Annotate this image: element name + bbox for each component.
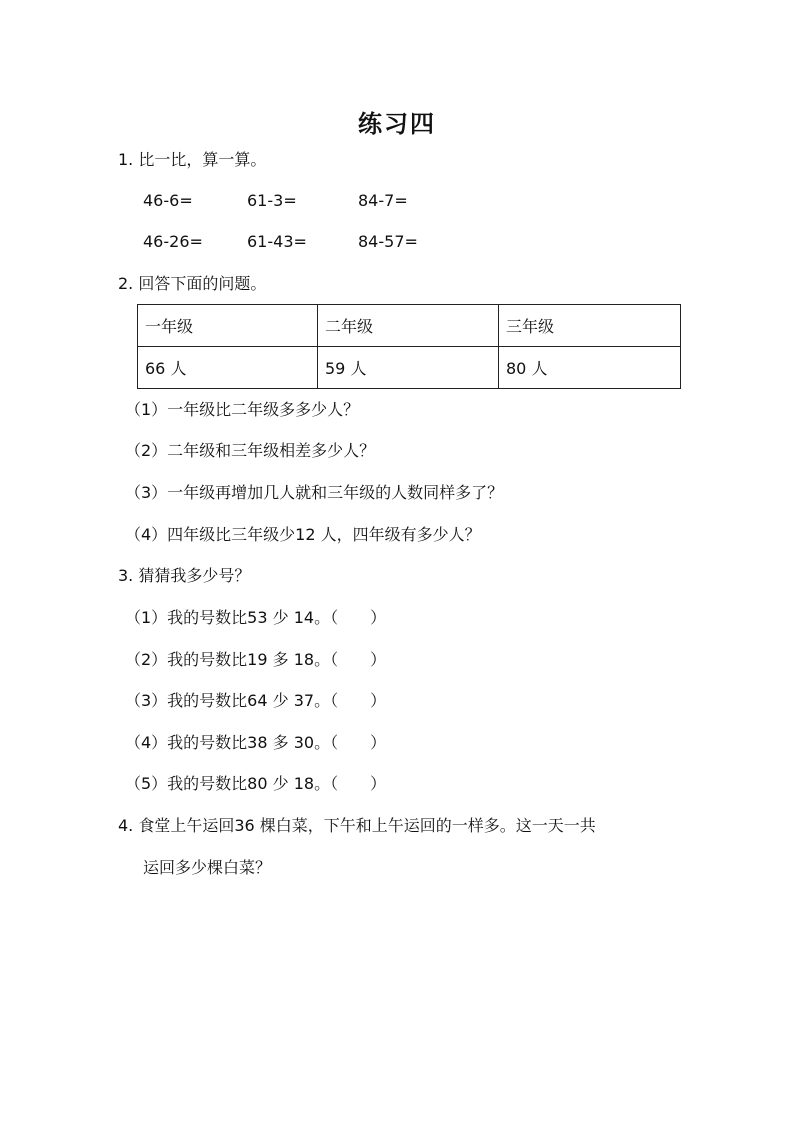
question-2-sub-1: （1）一年级比二年级多多少人？	[125, 400, 360, 419]
table-cell: 59 人	[318, 347, 499, 389]
question-3-sub-1: （1）我的号数比53 少 14。（ ）	[125, 608, 387, 627]
question-3-prompt: 3. 猜猜我多少号？	[118, 566, 251, 585]
table-header-cell: 三年级	[499, 305, 681, 347]
question-3-sub-2: （2）我的号数比19 多 18。（ ）	[125, 650, 387, 669]
calc-item: 46-6=	[143, 191, 193, 210]
question-4-line-2: 运回多少棵白菜？	[143, 858, 272, 877]
question-3-sub-3: （3）我的号数比64 少 37。（ ）	[125, 691, 387, 710]
question-2-sub-2: （2）二年级和三年级相差多少人？	[125, 441, 376, 460]
question-2-sub-3: （3）一年级再增加几人就和三年级的人数同样多了？	[125, 483, 504, 502]
question-4-line-1: 4. 食堂上午运回36 棵白菜，下午和上午运回的一样多。这一天一共	[118, 816, 596, 835]
question-1-prompt: 1. 比一比，算一算。	[118, 150, 267, 169]
calc-item: 61-3=	[247, 191, 297, 210]
calc-item: 46-26=	[143, 232, 203, 251]
grade-table	[137, 304, 681, 389]
page-title: 练习四	[358, 110, 436, 138]
question-3-sub-4: （4）我的号数比38 多 30。（ ）	[125, 733, 387, 752]
question-3-sub-5: （5）我的号数比80 少 18。（ ）	[125, 774, 387, 793]
table-header-row	[138, 305, 681, 347]
table-cell: 66 人	[138, 347, 318, 389]
table-row	[138, 347, 681, 389]
calc-item: 84-7=	[358, 191, 408, 210]
question-2-sub-4: （4）四年级比三年级少12 人，四年级有多少人？	[125, 525, 481, 544]
calc-item: 61-43=	[247, 232, 307, 251]
table-cell: 80 人	[499, 347, 681, 389]
question-2-prompt: 2. 回答下面的问题。	[118, 274, 267, 293]
table-header-cell: 二年级	[318, 305, 499, 347]
calc-item: 84-57=	[358, 232, 418, 251]
table-header-cell: 一年级	[138, 305, 318, 347]
